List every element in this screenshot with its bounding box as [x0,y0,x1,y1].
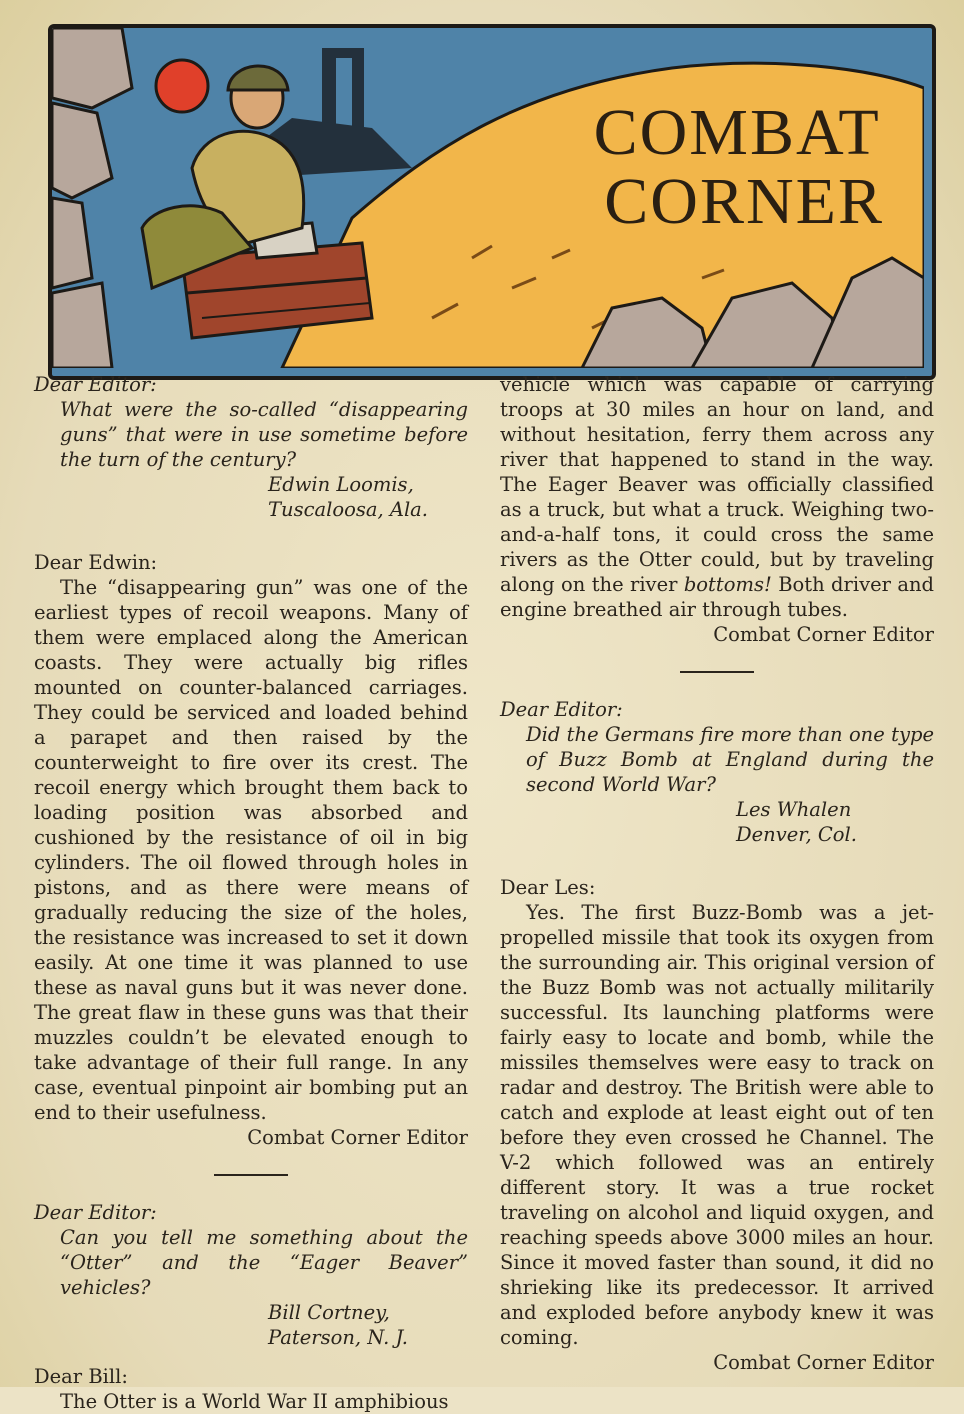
letter-3-question: Did the Germans fire more than one type of Buzz Bomb at England during the second World War? [526,723,934,796]
reply-2-body-part-2 [500,372,934,622]
letter-2-salutation: Dear Editor: [34,1201,157,1224]
letter-1-signature-name: Edwin Loomis, [268,473,414,496]
header-banner [48,24,936,380]
sun [156,60,208,112]
reply-2-signature: Combat Corner Editor [713,623,934,646]
letter-2-signature-place: Paterson, N. J. [268,1326,408,1349]
letter-1-question: What were the so-called “disappearing guns” that were in use sometime before the turn of the century? [60,398,468,471]
section-divider [680,671,754,673]
letter-2-question: Can you tell me something about the “Otter” and the “Eager Beaver” vehicles? [60,1226,468,1299]
right-column [500,372,934,1375]
banner-title [590,98,884,237]
letter-2-signature-name: Bill Cortney, [268,1301,390,1324]
reply-2-text-b: Both driver and engine breathed air through tubes. [500,573,934,621]
reply-3-body: Yes. The first Buzz-Bomb was a jet-propelled missile that took its oxygen from the surrounding air. This original version of the Buzz Bomb was not actually militarily successful. Its launching platforms were fairly easy to locate and bomb, while the missiles themselves were easy to track on radar and destroy. The British were able to catch and explode at least eight out of ten before they even crossed he Channel. The V-2 which followed was an entirely different story. It was a true rocket traveling on alcohol and liquid oxygen, and reaching speeds above 3000 miles an hour. Since it moved faster than sound, it did no shrieking like its predecessor. It arrived and exploded before anybody knew it was coming. [500,901,934,1349]
reply-2-text-a: vehicle which was capable of carrying troops at 30 miles an hour on land, and without hesitation, ferry them across any river that happened to stand in the way. The Eager Beaver was officially classified as a truck, but what a truck. Weighing two-and-a-half tons, it could cross the same rivers as the Otter could, but by traveling along on the river [500,373,934,596]
letter-3-signature-name: Les Whalen [736,798,852,821]
banner-title-line-2: CORNER [604,165,884,239]
section-divider [214,1174,288,1176]
letter-1-salutation: Dear Editor: [34,373,157,396]
reply-1-salutation: Dear Edwin: [34,551,158,574]
letter-3-salutation: Dear Editor: [500,698,623,721]
reply-2-body-part-1: The Otter is a World War II amphibious [60,1390,449,1413]
reply-1-signature: Combat Corner Editor [247,1126,468,1149]
reply-2-salutation: Dear Bill: [34,1365,128,1388]
letter-3-signature-place: Denver, Col. [736,823,857,846]
reply-2-emphasis: bottoms! [683,573,772,596]
left-column [34,372,468,1414]
spacer [34,1350,468,1364]
spacer [34,522,468,550]
reply-1-body: The “disappearing gun” was one of the earliest types of recoil weapons. Many of them were emplaced along the American coasts. They were actually big rifles mounted on counter-balanced carriages. They could be serviced and loaded behind a parapet and then raised by the counterweight to fire over its crest. The recoil energy which brought them back to loading position was absorbed and cushioned by the resistance of oil in big cylinders. The oil flowed through holes in pistons, and as there were means of gradually reducing the size of the holes, the resistance was increased to set it down easily. At one time it was planned to use these as naval guns but it was never done. The great flaw in these guns was that their muzzles couldn’t be elevated enough to take advantage of their full range. In any case, eventual pinpoint air bombing put an end to their usefulness. [34,576,468,1124]
reply-3-salutation: Dear Les: [500,876,596,899]
reply-3-signature: Combat Corner Editor [713,1351,934,1374]
spacer [500,847,934,875]
banner-title-line-1: COMBAT [593,96,881,169]
letter-1-signature-place: Tuscaloosa, Ala. [268,498,429,521]
